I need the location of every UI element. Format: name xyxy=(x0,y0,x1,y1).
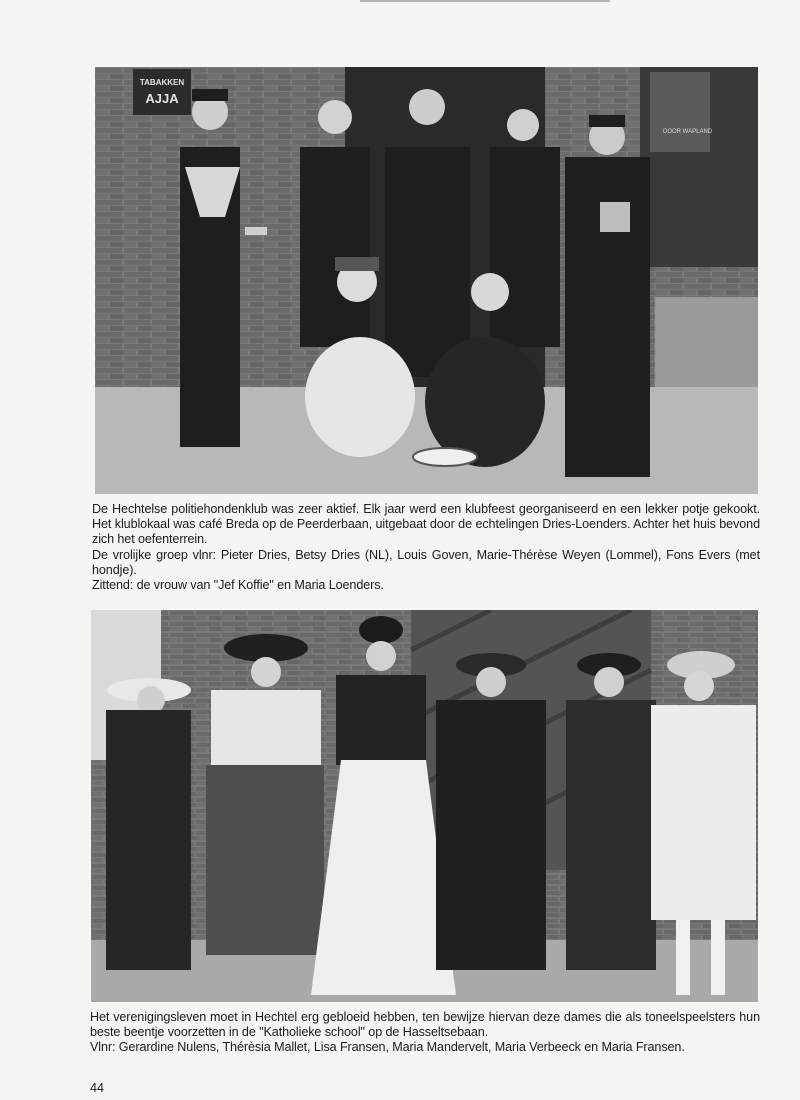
top-scan-edge xyxy=(360,0,610,2)
sign-text-2: AJJA xyxy=(145,91,179,106)
poster-text: DOOR WAPLAND xyxy=(663,129,713,135)
photo-theatre-actresses xyxy=(91,610,758,1002)
sign-text-1: TABAKKEN xyxy=(139,78,185,87)
photo-dog-club-illustration xyxy=(95,67,758,494)
caption-2-paragraph-2: Vlnr: Gerardine Nulens, Thérèsia Mallet, Lisa Fransen, Maria Mandervelt, Maria Verbeeck en Maria Fransen. xyxy=(90,1040,685,1055)
caption-dog-club xyxy=(92,502,760,593)
photo-dog-club-group xyxy=(95,67,758,494)
caption-actresses xyxy=(90,1010,760,1056)
caption-2-paragraph-1: Het verenigingsleven moet in Hechtel erg gebloeid hebben, ten bewijze hiervan deze dames die als toneelspeelsters hun beste beentje voorzetten in de "Katholieke school" op de Hasseltsebaan. xyxy=(90,1010,760,1040)
caption-1-paragraph-2: De vrolijke groep vlnr: Pieter Dries, Betsy Dries (NL), Louis Goven, Marie-Thérèse Weyen (Lommel), Fons Evers (met hondje). xyxy=(92,547,760,577)
photo-actresses-illustration xyxy=(91,610,758,1002)
caption-1-paragraph-1: De Hechtelse politiehondenklub was zeer aktief. Elk jaar werd een klubfeest georganiseerd en een lekker potje gekookt. Het klublokaal was café Breda op de Peerderbaan, uitgebaat door de echtelingen Dries-Loenders. Achter het huis bevond zich het oefenterrein. xyxy=(92,502,760,547)
page-number: 44 xyxy=(90,1081,105,1095)
caption-1-paragraph-3: Zittend: de vrouw van "Jef Koffie" en Maria Loenders. xyxy=(92,578,384,593)
